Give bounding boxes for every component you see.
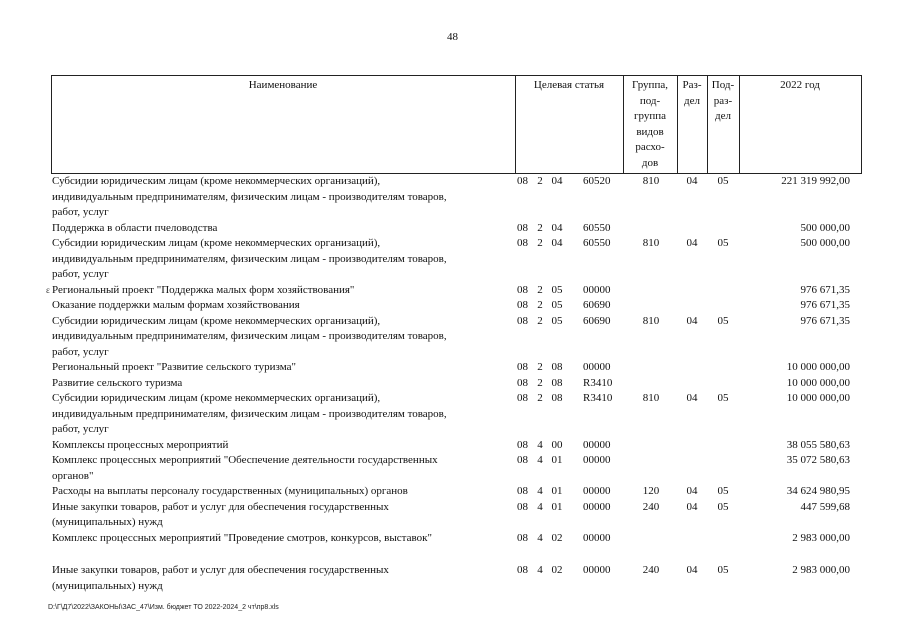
row-name-line: Оказание поддержки малым формам хозяйствования	[52, 299, 300, 311]
group-code: 02	[551, 564, 563, 576]
group-code: 05	[551, 314, 563, 327]
subprogram-code: 2	[537, 221, 543, 234]
row-name-line: Региональный проект "Развитие сельского туризма"	[52, 361, 296, 373]
table-header	[51, 75, 862, 174]
expense-type-code: 810	[642, 314, 660, 327]
program-code: 08	[517, 299, 528, 311]
subprogram-code: 4	[537, 454, 543, 466]
expense-type-code: 240	[642, 564, 660, 576]
subsection-code: 05	[717, 392, 729, 404]
group-code: 08	[551, 361, 563, 373]
amount-2022: 38 055 580,63	[786, 438, 850, 451]
table-row	[51, 236, 862, 283]
group-code: 04	[551, 175, 563, 187]
section-code: 04	[686, 392, 698, 404]
file-path-footer: D:\Г\Д7\2022\ЗАКОНЫ\ЗАС_47\Изм. бюджет ТО 2022-2024_2 чт\пр8.xls	[48, 604, 279, 611]
subprogram-code: 4	[537, 564, 543, 576]
header-subsection: Под- раз- дел	[711, 79, 735, 122]
group-code: 02	[551, 531, 563, 544]
header-target-article: Целевая статья	[533, 79, 605, 91]
section-code: 04	[686, 564, 698, 576]
header-expense-group: Группа, под- группа видов расхо- дов	[632, 79, 668, 169]
table-row	[51, 174, 862, 221]
expense-type-code: 120	[642, 485, 660, 497]
page-number: 48	[447, 31, 458, 43]
table-row	[51, 500, 862, 531]
table-row	[51, 453, 862, 484]
direction-code: 00000	[583, 361, 611, 373]
row-name-line: Субсидии юридическим лицам (кроме некоммерческих организаций),	[52, 314, 381, 327]
amount-2022: 221 319 992,00	[781, 175, 850, 187]
amount-2022: 10 000 000,00	[786, 361, 850, 373]
program-code: 08	[517, 175, 528, 187]
direction-code: 00000	[583, 531, 611, 544]
table-row	[51, 314, 862, 361]
program-code: 08	[517, 361, 528, 373]
group-code: 08	[551, 392, 563, 404]
table-row	[51, 298, 862, 314]
header-name: Наименование	[248, 79, 318, 91]
group-code: 01	[551, 485, 563, 497]
row-name-line: индивидуальным предпринимателям, физическим лицам - производителям товаров,	[52, 407, 447, 420]
row-name-line: работ, услуг	[52, 423, 109, 435]
group-code: 00	[551, 438, 563, 451]
group-code: 05	[551, 299, 563, 311]
subsection-code: 05	[717, 237, 729, 249]
row-name-line: работ, услуг	[52, 268, 109, 280]
row-name	[51, 531, 510, 547]
budget-table	[46, 75, 862, 594]
program-code: 08	[517, 500, 528, 513]
program-code: 08	[517, 221, 528, 234]
row-name	[51, 453, 510, 484]
subprogram-code: 2	[537, 392, 543, 404]
row-name-line: индивидуальным предпринимателям, физическим лицам - производителям товаров,	[52, 190, 447, 203]
section-code: 04	[686, 485, 698, 497]
row-name	[51, 438, 510, 454]
expense-type-code: 810	[642, 175, 660, 187]
table-body	[46, 174, 862, 594]
row-name	[51, 283, 510, 299]
group-code: 04	[551, 221, 563, 234]
row-name-line: Субсидии юридическим лицам (кроме некоммерческих организаций),	[52, 392, 381, 404]
subprogram-code: 4	[537, 438, 543, 451]
row-name	[51, 298, 510, 314]
expense-type-code: 810	[642, 392, 660, 404]
direction-code: 00000	[583, 564, 611, 576]
row-name	[51, 484, 510, 500]
group-code: 04	[551, 237, 563, 249]
subprogram-code: 2	[537, 299, 543, 311]
expense-type-code: 810	[642, 237, 660, 249]
table-row	[46, 283, 862, 299]
row-name-line: Развитие сельского туризма	[52, 376, 183, 389]
row-name	[51, 174, 510, 221]
direction-code: 60520	[583, 175, 611, 187]
direction-code: 60550	[583, 237, 611, 249]
amount-2022: 447 599,68	[800, 500, 850, 513]
amount-2022: 976 671,35	[800, 314, 850, 327]
program-code: 08	[517, 283, 528, 296]
group-code: 08	[551, 376, 563, 389]
subprogram-code: 2	[537, 283, 543, 296]
row-name	[51, 563, 510, 594]
direction-code: 60690	[583, 314, 611, 327]
direction-code: 60690	[583, 299, 611, 311]
row-name-line: (муниципальных) нужд	[52, 579, 163, 592]
subprogram-code: 4	[537, 485, 543, 497]
row-name-line: Иные закупки товаров, работ и услуг для обеспечения государственных	[52, 500, 389, 513]
amount-2022: 10 000 000,00	[786, 392, 850, 404]
program-code: 08	[517, 376, 528, 389]
section-code: 04	[686, 175, 698, 187]
subprogram-code: 2	[537, 175, 543, 187]
subsection-code: 05	[717, 485, 729, 497]
table-row	[51, 563, 862, 594]
row-name	[51, 376, 510, 392]
table-row	[51, 391, 862, 438]
group-code: 05	[551, 283, 563, 296]
subsection-code: 05	[717, 175, 729, 187]
expense-type-code: 240	[642, 500, 660, 513]
direction-code: 00000	[583, 283, 611, 296]
row-name	[51, 391, 510, 438]
program-code: 08	[517, 485, 528, 497]
table-row	[51, 484, 862, 500]
row-name-line: индивидуальным предпринимателям, физическим лицам - производителям товаров,	[52, 330, 447, 342]
subprogram-code: 2	[537, 314, 543, 327]
program-code: 08	[517, 392, 528, 404]
subprogram-code: 2	[537, 376, 543, 389]
row-name-line: Субсидии юридическим лицам (кроме некоммерческих организаций),	[52, 237, 381, 249]
amount-2022: 976 671,35	[800, 283, 850, 296]
row-name-line: работ, услуг	[52, 345, 109, 358]
amount-2022: 2 983 000,00	[792, 564, 850, 576]
group-code: 01	[551, 454, 563, 466]
row-name-line: Комплексы процессных мероприятий	[52, 438, 229, 451]
table-row	[51, 376, 862, 392]
row-name-line: Комплекс процессных мероприятий "Обеспечение деятельности государственных	[52, 454, 438, 466]
direction-code: 60550	[583, 221, 611, 234]
subprogram-code: 2	[537, 237, 543, 249]
row-name	[51, 221, 510, 237]
row-name-line: работ, услуг	[52, 206, 109, 218]
row-name-line: Региональный проект "Поддержка малых форм хозяйствования"	[52, 283, 355, 296]
row-name-line: Субсидии юридическим лицам (кроме некоммерческих организаций),	[52, 175, 381, 187]
table-row	[51, 531, 862, 547]
row-name-line: Комплекс процессных мероприятий "Проведение смотров, конкурсов, выставок"	[52, 531, 432, 544]
amount-2022: 2 983 000,00	[792, 531, 850, 544]
amount-2022: 35 072 580,63	[786, 454, 850, 466]
direction-code: 00000	[583, 500, 611, 513]
direction-code: R3410	[583, 376, 613, 389]
header-year: 2022 год	[780, 79, 820, 91]
row-name-line: Расходы на выплаты персоналу государственных (муниципальных) органов	[52, 485, 408, 497]
program-code: 08	[517, 454, 528, 466]
amount-2022: 34 624 980,95	[786, 485, 850, 497]
program-code: 08	[517, 237, 528, 249]
direction-code: 00000	[583, 438, 611, 451]
row-name	[51, 500, 510, 531]
row-name-line: (муниципальных) нужд	[52, 516, 163, 528]
direction-code: 00000	[583, 485, 611, 497]
margin-mark: ε	[46, 284, 50, 295]
section-code: 04	[686, 237, 698, 249]
header-section: Раз- дел	[682, 79, 702, 107]
row-name	[51, 314, 510, 361]
amount-2022: 500 000,00	[800, 237, 850, 249]
subprogram-code: 2	[537, 361, 543, 373]
row-name	[51, 360, 510, 376]
subprogram-code: 4	[537, 531, 543, 544]
row-name-line: индивидуальным предпринимателям, физическим лицам - производителям товаров,	[52, 252, 447, 265]
amount-2022: 500 000,00	[800, 221, 850, 234]
section-code: 04	[686, 500, 698, 513]
section-code: 04	[686, 314, 698, 327]
program-code: 08	[517, 314, 528, 327]
row-name-line: Иные закупки товаров, работ и услуг для обеспечения государственных	[52, 564, 389, 576]
table-row	[51, 438, 862, 454]
subprogram-code: 4	[537, 500, 543, 513]
row-name-line: органов"	[52, 469, 94, 482]
subsection-code: 05	[717, 500, 729, 513]
amount-2022: 976 671,35	[800, 299, 850, 311]
table-row	[51, 221, 862, 237]
program-code: 08	[517, 564, 528, 576]
subsection-code: 05	[717, 564, 729, 576]
direction-code: R3410	[583, 392, 613, 404]
group-code: 01	[551, 500, 563, 513]
subsection-code: 05	[717, 314, 729, 327]
program-code: 08	[517, 438, 528, 451]
table-row	[51, 360, 862, 376]
amount-2022: 10 000 000,00	[786, 376, 850, 389]
row-name	[51, 236, 510, 283]
program-code: 08	[517, 531, 528, 544]
row-name-line: Поддержка в области пчеловодства	[52, 221, 218, 234]
direction-code: 00000	[583, 454, 611, 466]
